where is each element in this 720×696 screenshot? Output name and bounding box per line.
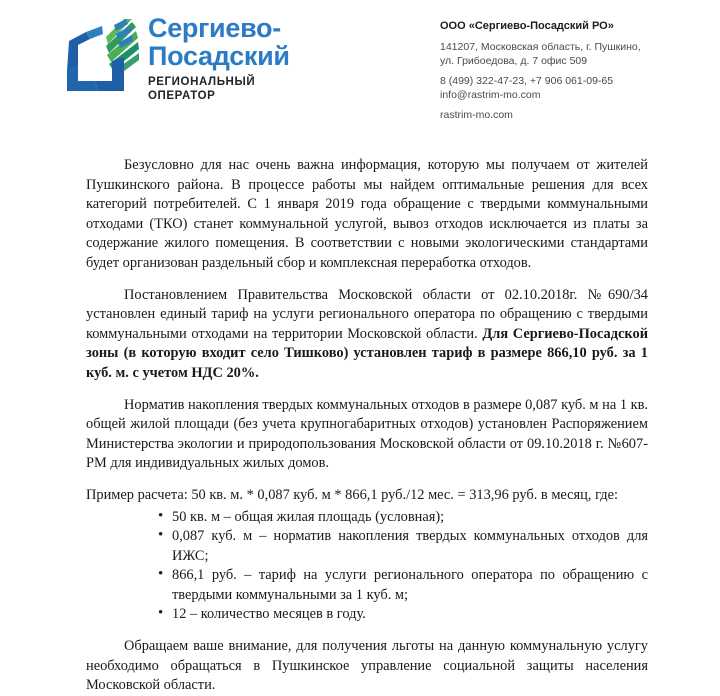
paragraph-benefits-notice: Обращаем ваше внимание, для получения льготы на данную коммунальную услугу необходимо обращаться в Пушкинское управление социальной защиты населения Московской области. [86,638,648,694]
website-url[interactable]: rastrim-mo.com [440,109,513,121]
company-legal-name: ООО «Сергиево-Посадский РО» [440,20,614,32]
paragraph-intro: Безусловно для нас очень важна информация, которую мы получаем от жителей Пушкинского района. В процессе работы мы найдем оптимальные решения для всех категорий потребителей. С 1 января 2019 года обращение с твердыми коммунальными отходами (ТКО) станет коммунальной услугой, вывоз отходов исключается из платы за содержание жилого помещения. В соответствии с новыми экологическими стандартами будет организован раздельный сбор и комплексная переработка отходов. [86,157,648,271]
list-item: • 12 – количество месяцев в году. [158,605,648,625]
tariff-text-bold: Для Сергиево-Посадской зоны (в которую входит село Тишково) установлен тариф в размере 866,10 руб. за 1 куб. м. с учетом НДС 20%. [86,325,648,381]
paragraph-tariff [86,286,648,384]
brand-wordmark [148,12,290,103]
phone-numbers[interactable]: 8 (499) 322-47-23, +7 906 061-09-65 [440,75,614,87]
paragraph-norm: Норматив накопления твердых коммунальных отходов в размере 0,087 куб. м на 1 кв. общей жилой площади (без учета крупногабаритных отходов) установлен Распоряжением Министерства экологии и природопользования Московской области от 09.10.2018 г. №607-РМ для индивидуальных жилых домов. [86,396,648,472]
contact-block [422,12,706,122]
email-address[interactable]: info@rastrim-mo.com [440,89,541,101]
brand-name-line1: Сергиево- [148,13,281,43]
tariff-text-plain: Постановлением Правительства Московской области от 02.10.2018г. №690/34 установлен единый тариф на услуги регионального оператора по обращению с твердыми коммунальными отходами на территории Московской области. [86,286,648,342]
address-line-2: ул. Грибоедова, д. 7 офис 509 [440,55,588,67]
sergiev-posad-ro-logo-mark [62,15,140,99]
list-item: • 0,087 куб. м – норматив накопления твердых коммунальных отходов для ИЖС; [158,527,648,566]
brand-name-line2: Посадский [148,41,290,71]
brand-subtitle-line2: ОПЕРАТОР [148,90,216,102]
list-paragraph-spacer [86,625,648,637]
document-header [0,0,720,121]
calculation-breakdown-list [86,508,648,626]
paragraph-spacer [86,474,648,486]
brand-subtitle-line1: РЕГИОНАЛЬНЫЙ [148,76,256,88]
address-line-1: 141207, Московская область, г. Пушкино, [440,41,641,53]
list-item: • 50 кв. м – общая жилая площадь (условная); [158,508,648,528]
company-branding [62,12,422,103]
list-item: • 866,1 руб. – тариф на услуги регионального оператора по обращению с твердыми коммунальными за 1 куб. м; [158,566,648,605]
calculation-example-line: Пример расчета: 50 кв. м. * 0,087 куб. м * 866,1 руб./12 мес. = 313,96 руб. в месяц, где: [86,486,618,503]
document-body [0,112,720,696]
